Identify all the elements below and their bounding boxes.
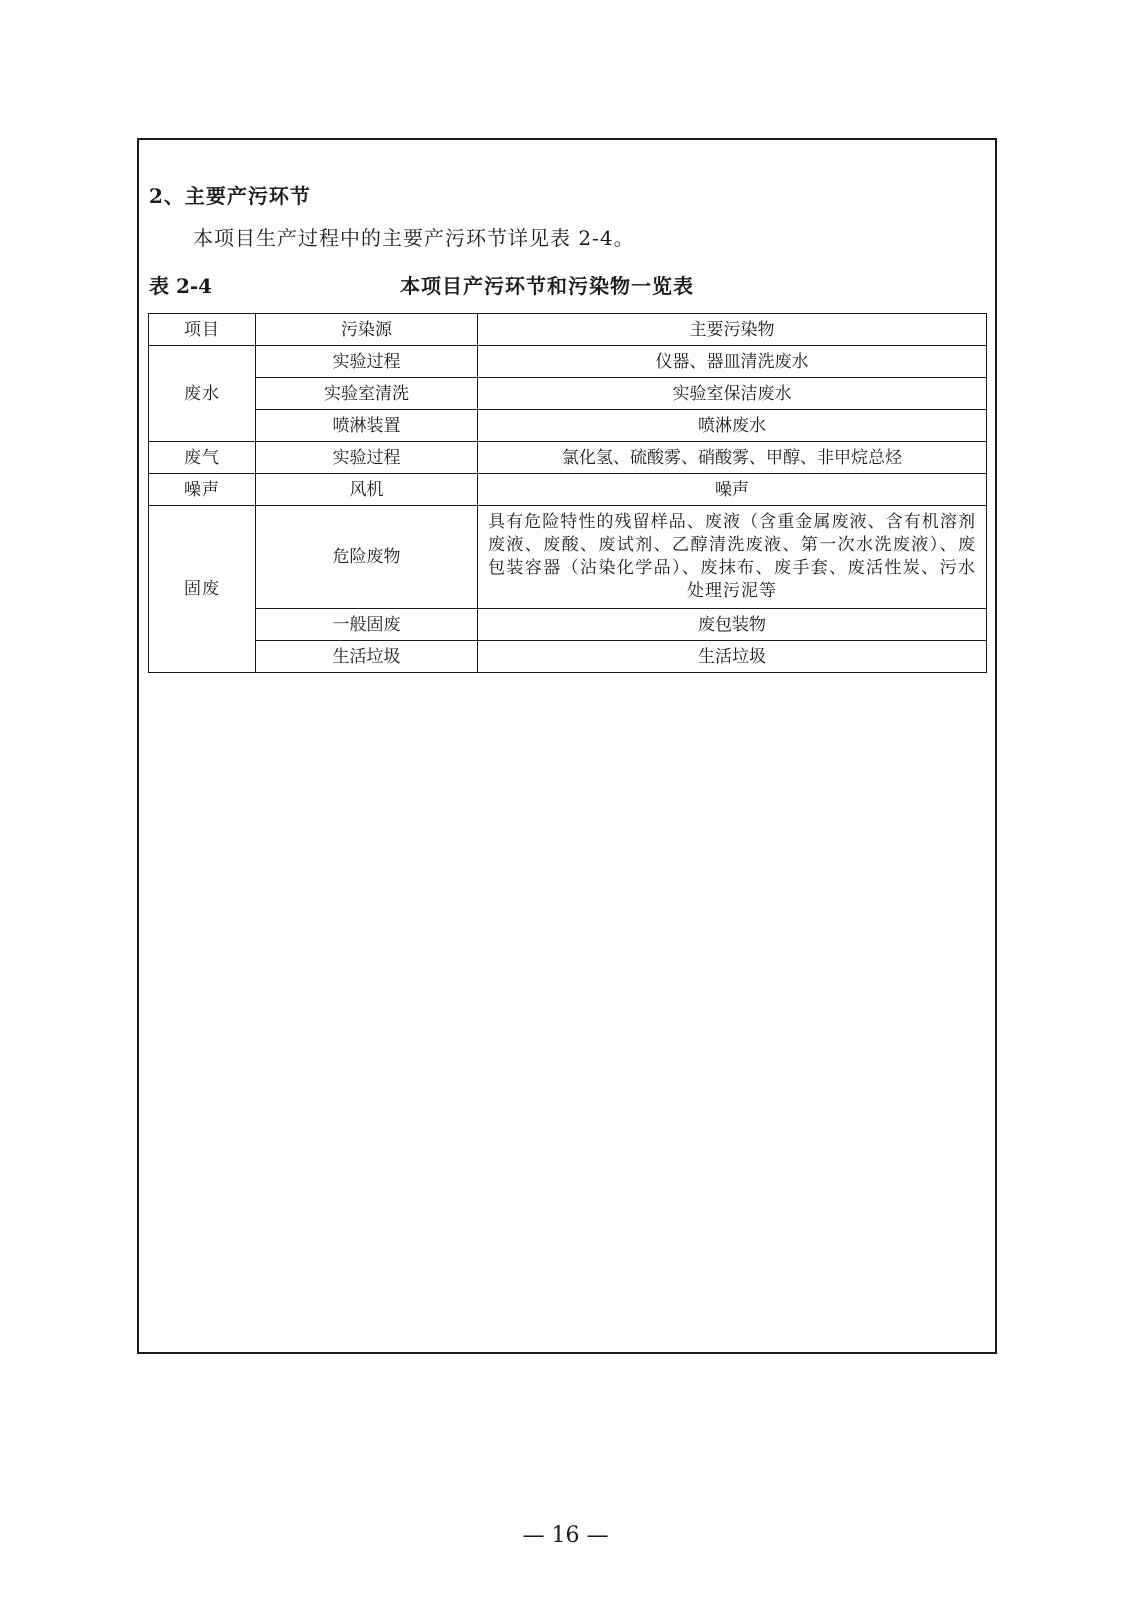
table-row	[149, 410, 987, 442]
header-source: 污染源	[256, 314, 478, 346]
table-row	[149, 506, 987, 609]
header-category: 项目	[149, 314, 256, 346]
category-cell: 固废	[149, 506, 256, 673]
pollutant-cell: 具有危险特性的残留样品、废液（含重金属废液、含有机溶剂废液、废酸、废试剂、乙醇清洗废液、第一次水洗废液）、废包装容器（沾染化学品）、废抹布、废手套、废活性炭、污水处理污泥等	[478, 506, 987, 609]
table-row	[149, 474, 987, 506]
table-row	[149, 442, 987, 474]
source-cell: 实验室清洗	[256, 378, 478, 410]
table-caption-label: 表 2-4	[149, 274, 213, 298]
section-heading: 2、主要产污环节	[149, 184, 311, 208]
table-header-row	[149, 314, 987, 346]
pollution-table	[148, 313, 987, 673]
category-cell: 噪声	[149, 474, 256, 506]
table-caption-title: 本项目产污环节和污染物一览表	[400, 274, 694, 298]
pollutant-cell: 生活垃圾	[478, 641, 987, 673]
source-cell: 生活垃圾	[256, 641, 478, 673]
intro-paragraph: 本项目生产过程中的主要产污环节详见表 2-4。	[193, 226, 635, 250]
pollutant-cell: 氯化氢、硫酸雾、硝酸雾、甲醇、非甲烷总烃	[478, 442, 987, 474]
pollutant-cell: 废包装物	[478, 609, 987, 641]
table-row	[149, 609, 987, 641]
pollutant-cell: 实验室保洁废水	[478, 378, 987, 410]
table-row	[149, 346, 987, 378]
table-row	[149, 641, 987, 673]
header-pollutant: 主要污染物	[478, 314, 987, 346]
source-cell: 实验过程	[256, 442, 478, 474]
table-row	[149, 378, 987, 410]
source-cell: 危险废物	[256, 506, 478, 609]
pollutant-cell: 仪器、器皿清洗废水	[478, 346, 987, 378]
source-cell: 喷淋装置	[256, 410, 478, 442]
source-cell: 一般固废	[256, 609, 478, 641]
category-cell: 废气	[149, 442, 256, 474]
category-cell: 废水	[149, 346, 256, 442]
source-cell: 实验过程	[256, 346, 478, 378]
pollutant-cell: 噪声	[478, 474, 987, 506]
pollutant-cell: 喷淋废水	[478, 410, 987, 442]
page-number: — 16 —	[522, 1523, 609, 1548]
source-cell: 风机	[256, 474, 478, 506]
